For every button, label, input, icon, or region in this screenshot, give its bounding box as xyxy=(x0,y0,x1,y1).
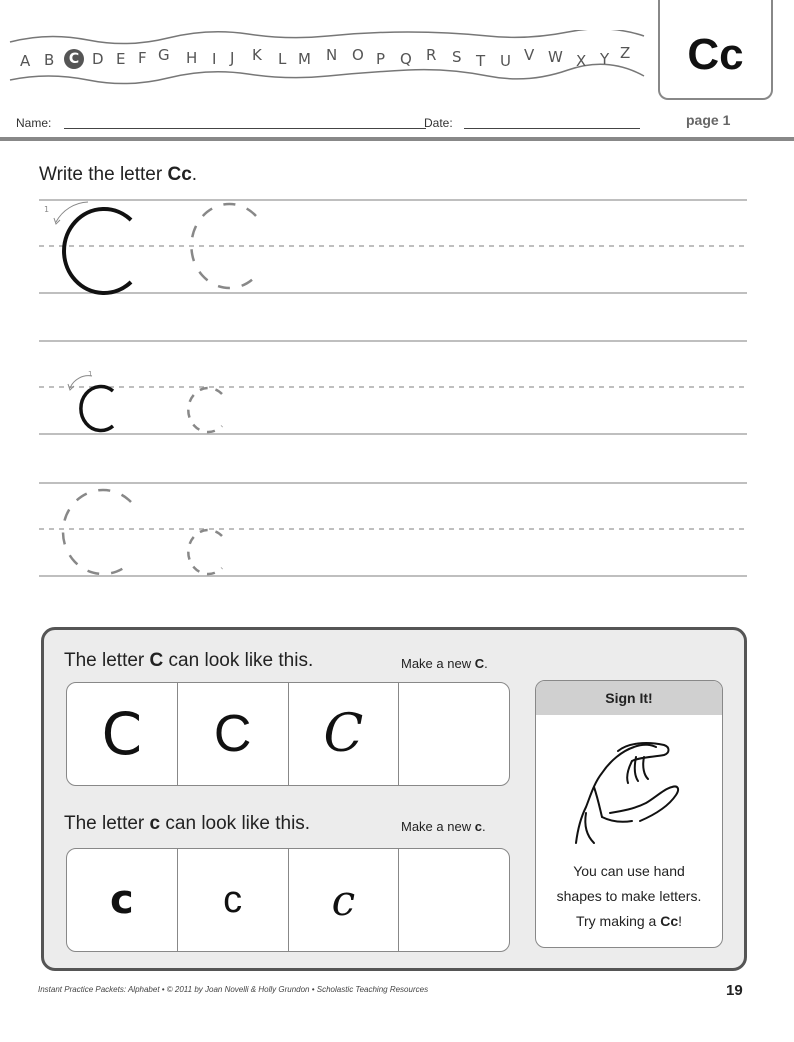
lowercase-make-new-prefix: Make a new xyxy=(401,819,475,834)
uppercase-sample: C xyxy=(67,683,178,785)
alphabet-letter: O xyxy=(352,46,364,64)
alphabet-letter: U xyxy=(500,52,511,70)
instruction xyxy=(39,164,197,186)
lowercase-title-prefix: The letter xyxy=(64,813,150,834)
alphabet-letter: S xyxy=(452,48,462,66)
alphabet-letter: V xyxy=(524,46,535,64)
alphabet-letter: Z xyxy=(620,44,631,62)
alphabet-letter: D xyxy=(92,50,104,68)
uppercase-make-new xyxy=(401,656,488,671)
alphabet-letter: J xyxy=(230,49,235,67)
alphabet-letter: W xyxy=(548,48,563,66)
lowercase-sample: c xyxy=(67,849,178,951)
alphabet-letter: F xyxy=(138,49,147,67)
lowercase-samples-row xyxy=(66,848,510,952)
alphabet-letter: B xyxy=(44,51,55,69)
sign-it-text xyxy=(542,859,716,934)
model-lowercase-c xyxy=(81,387,113,431)
uppercase-sample: C xyxy=(178,683,289,785)
alphabet-letter: M xyxy=(298,50,311,68)
uppercase-draw-cell[interactable] xyxy=(399,683,509,785)
name-date-row xyxy=(16,112,756,134)
page-number: 19 xyxy=(726,982,743,999)
lowercase-draw-cell[interactable] xyxy=(399,849,509,951)
sign-it-line3-suffix: ! xyxy=(678,913,683,929)
uppercase-title-prefix: The letter xyxy=(64,650,150,671)
name-field[interactable] xyxy=(64,128,426,129)
alphabet-letter: A xyxy=(20,52,31,70)
letter-tab-label: Cc xyxy=(687,30,744,79)
trace-lowercase-c xyxy=(188,530,222,574)
alphabet-letter: Q xyxy=(400,50,412,68)
lowercase-sample: c xyxy=(178,849,289,951)
trace-lowercase-c xyxy=(188,388,222,432)
page-label: page 1 xyxy=(686,112,731,128)
lowercase-title-letter: c xyxy=(149,813,161,834)
uppercase-title-letter: C xyxy=(149,650,164,671)
alphabet-strip xyxy=(8,30,648,92)
sign-it-line xyxy=(542,909,716,934)
alphabet-letter-current: C xyxy=(64,49,84,69)
alphabet-letter: P xyxy=(376,50,386,68)
lowercase-make-new-suffix: . xyxy=(481,819,486,834)
stroke-number: 1 xyxy=(44,205,50,214)
lowercase-make-new-letter: c xyxy=(474,819,482,834)
uppercase-samples-row xyxy=(66,682,510,786)
uppercase-make-new-suffix: . xyxy=(484,656,488,671)
lowercase-title-suffix: can look like this. xyxy=(160,813,311,834)
footer-credit: Instant Practice Packets: Alphabet • © 2011 by Joan Novelli & Holly Grundon • Scholastic Teaching Resources xyxy=(38,985,429,994)
uppercase-make-new-letter: C xyxy=(474,656,485,671)
alphabet-letter: I xyxy=(212,50,217,68)
date-field[interactable] xyxy=(464,128,640,129)
alphabet-letter: H xyxy=(186,49,198,67)
alphabet-letter: N xyxy=(326,46,338,64)
sign-it-panel xyxy=(535,680,723,948)
alphabet-letter: R xyxy=(426,46,437,64)
alphabet-letter: E xyxy=(116,50,126,68)
sign-it-line: You can use hand xyxy=(573,863,685,879)
handwriting-practice-area[interactable] xyxy=(0,190,794,590)
alphabet-letter: K xyxy=(252,46,262,64)
lowercase-make-new xyxy=(401,819,486,834)
instruction-prefix: Write the letter xyxy=(39,164,168,185)
alphabet-letter: G xyxy=(158,46,170,64)
date-label: Date: xyxy=(424,116,453,130)
sign-it-line: shapes to make letters. xyxy=(556,888,702,904)
hand-sign-c-icon xyxy=(536,717,723,857)
name-label: Name: xyxy=(16,116,52,130)
header-divider xyxy=(0,137,794,141)
sign-it-line3-letter: Cc xyxy=(660,913,679,929)
uppercase-make-new-prefix: Make a new xyxy=(401,656,475,671)
letter-forms-box xyxy=(41,627,747,971)
uppercase-title-suffix: can look like this. xyxy=(163,650,314,671)
alphabet-letter: L xyxy=(278,50,287,68)
sign-it-header: Sign It! xyxy=(536,681,722,715)
sign-it-line3-prefix: Try making a xyxy=(575,913,661,929)
lowercase-forms-title xyxy=(64,813,310,835)
uppercase-sample: C xyxy=(289,683,400,785)
alphabet-letter: T xyxy=(476,52,486,70)
model-uppercase-c xyxy=(64,209,131,293)
stroke-arrow-icon xyxy=(56,202,88,222)
lowercase-sample: c xyxy=(289,849,400,951)
letter-tab xyxy=(658,0,773,100)
instruction-suffix: . xyxy=(191,164,198,185)
alphabet-letter: X xyxy=(576,52,587,70)
instruction-letter: Cc xyxy=(167,164,192,185)
alphabet-letter: Y xyxy=(600,50,610,68)
stroke-number: 1 xyxy=(88,370,93,378)
uppercase-forms-title xyxy=(64,650,313,672)
trace-uppercase-c xyxy=(63,490,131,574)
